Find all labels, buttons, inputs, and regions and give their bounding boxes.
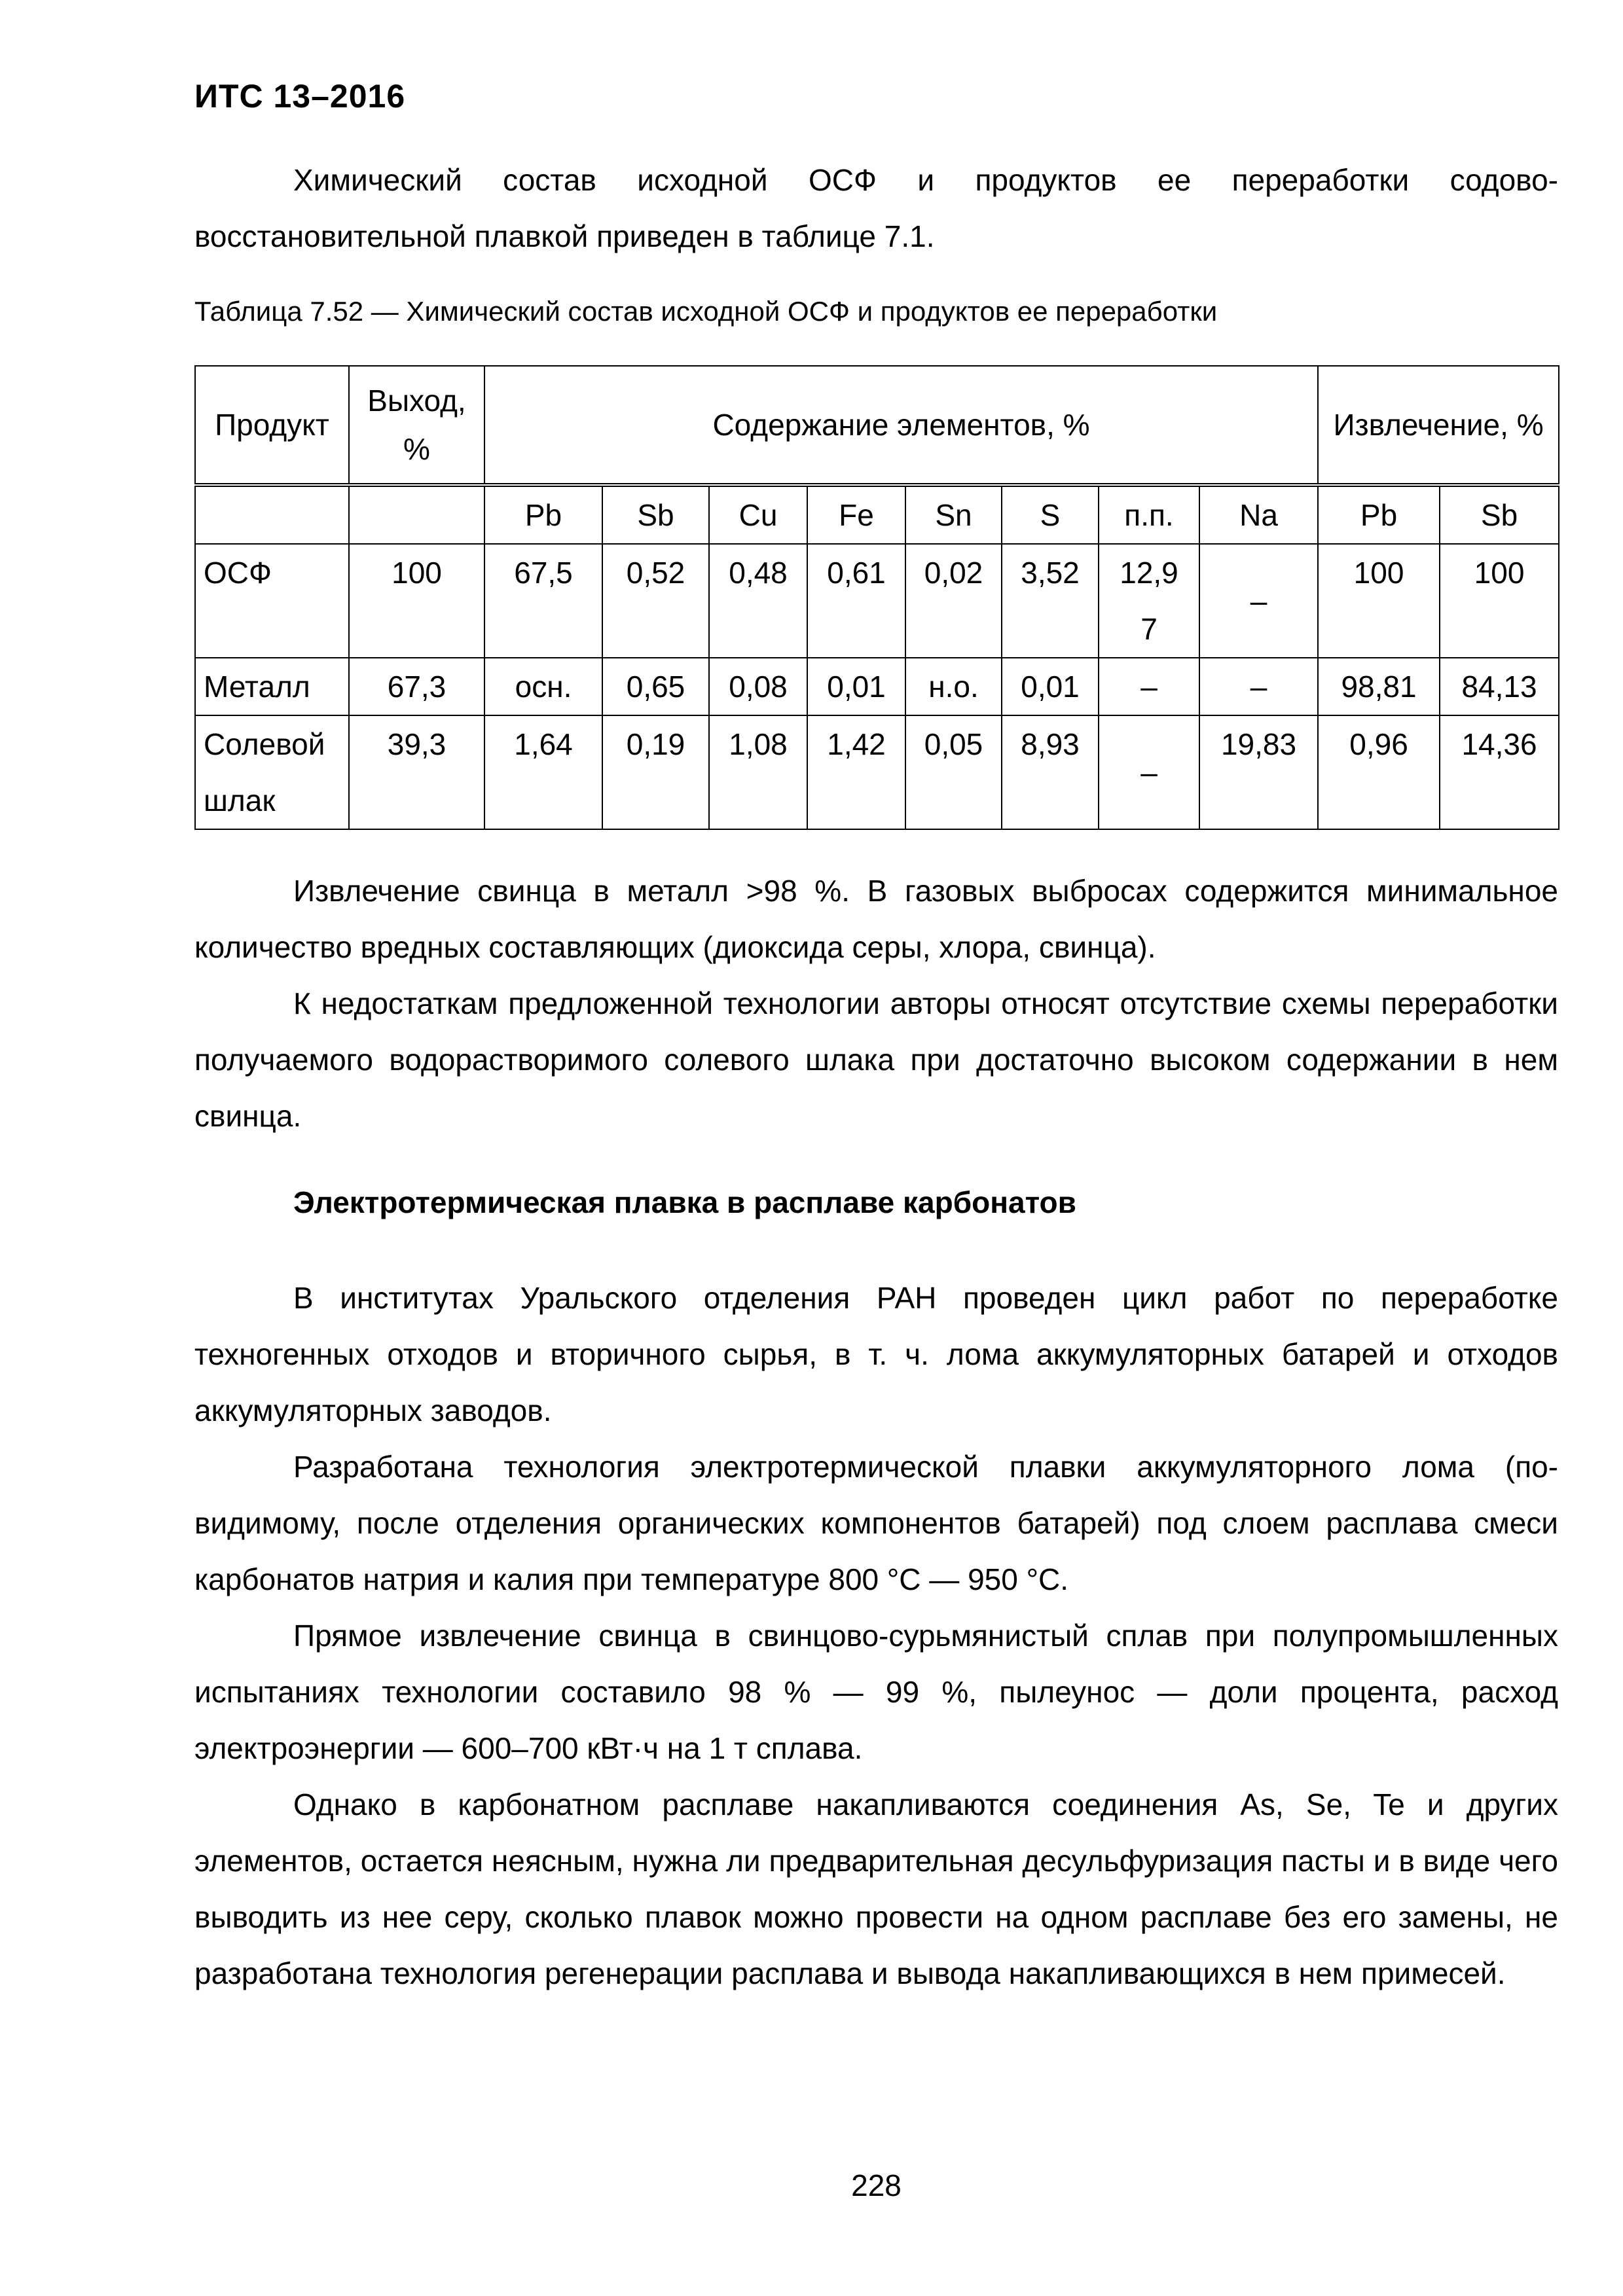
header-product: Продукт: [195, 366, 349, 485]
row-cell: осн.: [484, 658, 602, 715]
section-body: [194, 1270, 1558, 2001]
document-header: ИТС 13–2016: [194, 78, 406, 115]
row-cell: 0,61: [807, 544, 905, 658]
table-row: [195, 658, 1559, 715]
subheader-pb: Pb: [484, 485, 602, 544]
paragraph: Извлечение свинца в металл >98 %. В газовых выбросах содержится минимальное количество вредных составляющих (диоксида серы, хлора, свинца).: [194, 874, 1558, 964]
subheader-cu: Cu: [709, 485, 807, 544]
section-title: Электротермическая плавка в расплаве карбонатов: [293, 1185, 1076, 1219]
row-cell: 0,05: [905, 715, 1002, 829]
intro-paragraph: Химический состав исходной ОСФ и продуктов ее переработки содово-восстановительной плавкой приведен в таблице 7.1.: [194, 163, 1558, 253]
subheader-empty: [195, 485, 349, 544]
subheader-fe: Fe: [807, 485, 905, 544]
row-cell: 100: [1440, 544, 1559, 658]
row-cell: 12,9 7: [1099, 544, 1199, 658]
subheader-recovery-pb: Pb: [1318, 485, 1440, 544]
composition-table: [194, 365, 1559, 830]
row-cell: 0,08: [709, 658, 807, 715]
table-header-row: [195, 366, 1559, 485]
row-cell: –: [1199, 658, 1318, 715]
row-cell: 0,19: [602, 715, 709, 829]
subheader-empty: [349, 485, 484, 544]
row-cell: 1,64: [484, 715, 602, 829]
row-cell: н.о.: [905, 658, 1002, 715]
row-cell: 0,01: [1002, 658, 1099, 715]
header-recovery: Извлечение, %: [1318, 366, 1559, 485]
subheader-na: Na: [1199, 485, 1318, 544]
table-subheader-row: [195, 485, 1559, 544]
row-cell: –: [1199, 544, 1318, 658]
row-cell: –: [1099, 658, 1199, 715]
row-cell: 100: [1318, 544, 1440, 658]
row-cell: 100: [349, 544, 484, 658]
row-cell: 19,83: [1199, 715, 1318, 829]
header-yield: Выход, %: [349, 366, 484, 485]
row-cell: 67,3: [349, 658, 484, 715]
row-cell: 0,48: [709, 544, 807, 658]
row-cell: 1,08: [709, 715, 807, 829]
subheader-recovery-sb: Sb: [1440, 485, 1559, 544]
row-cell: 1,42: [807, 715, 905, 829]
row-cell: 3,52: [1002, 544, 1099, 658]
paragraph: В институтах Уральского отделения РАН проведен цикл работ по переработке техногенных отходов и вторичного сырья, в т. ч. лома аккумуляторных батарей и отходов аккумуляторных заводов.: [194, 1281, 1558, 1427]
row-cell: 39,3: [349, 715, 484, 829]
row-cell: 0,52: [602, 544, 709, 658]
row-cell: 0,01: [807, 658, 905, 715]
row-product: Металл: [195, 658, 349, 715]
row-product: Солевой шлак: [195, 715, 349, 829]
subheader-sb: Sb: [602, 485, 709, 544]
subheader-sn: Sn: [905, 485, 1002, 544]
row-product: ОСФ: [195, 544, 349, 658]
row-cell: –: [1099, 715, 1199, 829]
row-cell: 8,93: [1002, 715, 1099, 829]
row-cell: 67,5: [484, 544, 602, 658]
paragraph: К недостаткам предложенной технологии авторы относят отсутствие схемы переработки получаемого водорастворимого солевого шлака при достаточно высоком содержании в нем свинца.: [194, 986, 1558, 1133]
row-cell: 84,13: [1440, 658, 1559, 715]
page-number: 228: [851, 2168, 902, 2202]
header-content: Содержание элементов, %: [484, 366, 1318, 485]
paragraph: Разработана технология электротермической плавки аккумуляторного лома (по-видимому, после отделения органических компонентов батарей) под слоем расплава смеси карбонатов натрия и калия при температуре 800 °С — 950 °С.: [194, 1450, 1558, 1596]
row-cell: 0,65: [602, 658, 709, 715]
row-cell: 0,96: [1318, 715, 1440, 829]
table-row: [195, 715, 1559, 829]
paragraph: Однако в карбонатном расплаве накапливаются соединения As, Se, Te и других элементов, остается неясным, нужна ли предварительная десульфуризация пасты и в виде чего выводить из нее серу, сколько плавок можно провести на одном расплаве без его замены, не разработана технология регенерации расплава и вывода накапливающихся в нем примесей.: [194, 1787, 1558, 1990]
subheader-pp: п.п.: [1099, 485, 1199, 544]
row-cell: 98,81: [1318, 658, 1440, 715]
paragraph: Прямое извлечение свинца в свинцово-сурьмянистый сплав при полупромышленных испытаниях технологии составило 98 % — 99 %, пылеунос — доли процента, расход электроэнергии — 600–700 кВт·ч на 1 т сплава.: [194, 1619, 1558, 1765]
subheader-s: S: [1002, 485, 1099, 544]
paragraphs-after-table: [194, 863, 1558, 1144]
row-cell: 0,02: [905, 544, 1002, 658]
table-caption: Таблица 7.52 — Химический состав исходной ОСФ и продуктов ее переработки: [194, 296, 1218, 327]
table-row: [195, 544, 1559, 658]
row-cell: 14,36: [1440, 715, 1559, 829]
